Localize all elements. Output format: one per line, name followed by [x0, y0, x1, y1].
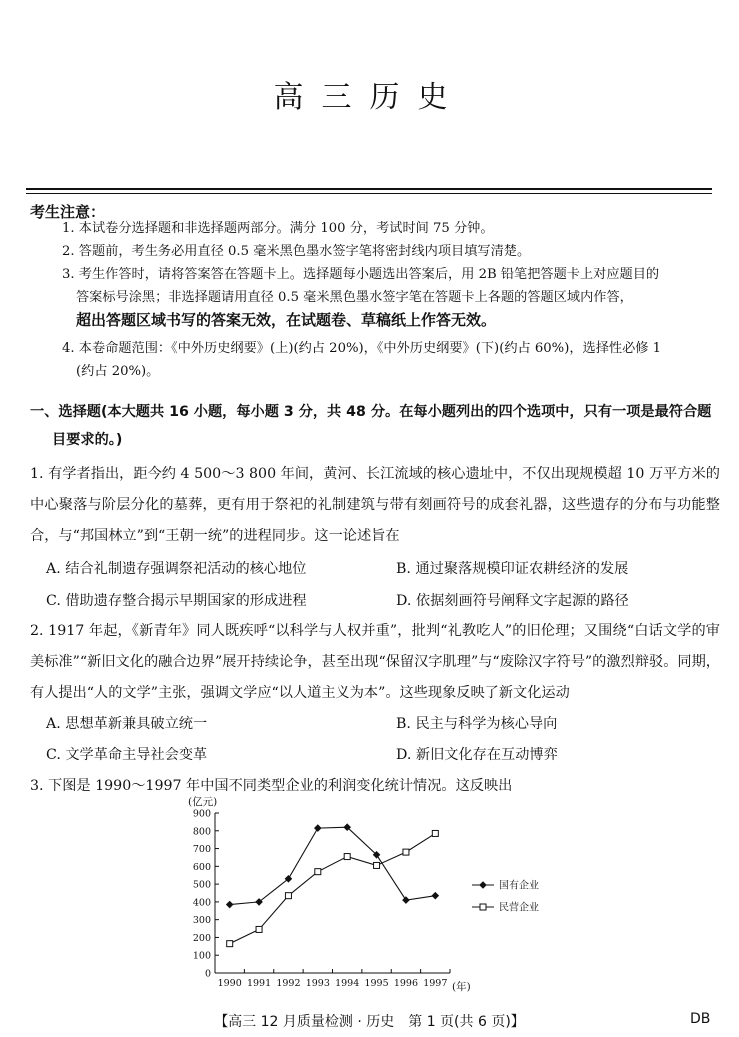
question-2-option-c: C. 文学革命主导社会变革: [46, 747, 208, 763]
chart-legend-label-1: 国有企业: [499, 880, 539, 892]
chart-x-tick-label: 1997: [423, 978, 448, 989]
chart-x-tick-label: 1991: [246, 978, 272, 989]
header-rule-thick: [26, 188, 712, 190]
chart-point-state: [432, 892, 440, 900]
chart-legend-marker-state: [479, 881, 487, 889]
notice-item-3-emphasis: 超出答题区域书写的答案无效，在试题卷、草稿纸上作答无效。: [76, 311, 497, 329]
question-2-option-a: A. 思想革新兼具破立统一: [46, 716, 208, 732]
chart-point-private: [227, 941, 233, 947]
section-heading: 一、选择题(本大题共 16 小题，每小题 3 分，共 48 分。在每小题列出的四个选项中，只有一项是最符合题: [30, 404, 712, 420]
chart-point-private: [432, 830, 438, 836]
notice-item-4: 4. 本卷命题范围：《中外历史纲要》(上)(约占 20%)，《中外历史纲要》(下)(约占 60%)，选择性必修 1: [62, 341, 662, 356]
page-title: 高三历史: [273, 80, 466, 115]
chart-legend-marker-private: [480, 904, 486, 910]
notice-item-3-cont: 答案标号涂黑；非选择题请用直径 0.5 毫米黑色墨水签字笔在答题卡上各题的答题区域内作答，: [76, 290, 633, 305]
chart-y-tick-label: 400: [192, 897, 211, 909]
chart-y-tick-label: 700: [192, 844, 211, 856]
chart-x-tick-label: 1995: [364, 978, 389, 989]
chart-y-tick-label: 300: [192, 915, 211, 927]
chart-y-tick-label: 200: [192, 932, 211, 944]
notice-item-3: 3. 考生作答时，请将答案答在答题卡上。选择题每小题选出答案后，用 2B 铅笔把答题卡上对应题目的: [62, 267, 660, 282]
question-2-option-b: B. 民主与科学为核心导向: [396, 716, 558, 732]
chart-y-tick-label: 0: [204, 968, 211, 980]
chart-x-tick-label: 1992: [276, 978, 301, 989]
question-2-option-d: D. 新旧文化存在互动博弈: [396, 747, 558, 763]
question-1-option-d: D. 依据刻画符号阐释文字起源的路径: [396, 593, 629, 609]
chart-y-tick-label: 100: [192, 950, 211, 962]
corner-code: DB: [690, 1011, 711, 1027]
notice-heading: 考生注意：: [30, 203, 106, 221]
chart-x-tick-label: 1993: [305, 978, 330, 989]
chart-point-private: [315, 869, 321, 875]
profit-line-chart: [180, 793, 570, 998]
chart-y-tick-label: 500: [192, 879, 211, 891]
chart-series-line-1: [230, 827, 436, 904]
question-1-option-c: C. 借助遗存整合揭示早期国家的形成进程: [46, 593, 307, 609]
chart-point-state: [402, 896, 410, 904]
notice-item-2: 2. 答题前，考生务必用直径 0.5 毫米黑色墨水签字笔将密封线内项目填写清楚。: [62, 244, 531, 259]
chart-point-private: [285, 893, 291, 899]
chart-point-private: [403, 849, 409, 855]
header-rule-thin: [26, 193, 712, 194]
chart-point-private: [344, 854, 350, 860]
section-heading-cont: 目要求的。): [52, 432, 123, 448]
question-1-option-a: A. 结合礼制遗存强调祭祀活动的核心地位: [46, 561, 307, 577]
chart-x-tick-label: 1996: [393, 978, 419, 989]
chart-x-tick-label: 1990: [217, 978, 242, 989]
chart-point-private: [374, 862, 380, 868]
page-footer: 【高三 12 月质量检测 · 历史 第 1 页(共 6 页)】: [214, 1014, 525, 1030]
question-1-option-b: B. 通过聚落规模印证农耕经济的发展: [396, 561, 629, 577]
chart-x-axis-label: (年): [452, 981, 471, 993]
chart-y-tick-label: 600: [192, 861, 211, 873]
chart-y-axis-label: (亿元): [188, 796, 218, 808]
chart-point-state: [226, 901, 234, 909]
chart-legend-label-2: 民营企业: [499, 902, 539, 914]
chart-point-private: [256, 926, 262, 932]
chart-point-state: [314, 824, 322, 832]
question-1-stem: 1. 有学者指出，距今约 4 500～3 800 年间，黄河、长江流域的核心遗址中，不仅出现规模超 10 万平方米的中心聚落与阶层分化的墓葬，更有用于祭祀的礼制建筑与带有刻画符号的成套礼器，这些遗存的分布与功能整合，与“邦国林立”到“王朝一统”的进程同步。这一论述旨在: [30, 466, 720, 544]
chart-y-tick-label: 900: [192, 808, 211, 820]
question-3-stem: 3. 下图是 1990～1997 年中国不同类型企业的利润变化统计情况。这反映出: [30, 778, 513, 794]
chart-y-tick-label: 800: [192, 826, 211, 838]
notice-item-4-cont: (约占 20%)。: [76, 364, 160, 379]
chart-x-tick-label: 1994: [335, 978, 360, 989]
question-2-stem: 2. 1917 年起，《新青年》同人既疾呼“以科学与人权并重”，批判“礼教吃人”的旧伦理；又围绕“白话文学的审美标准”“新旧文化的融合边界”展开持续论争，甚至出现“保留汉字肌理”与“废除汉字符号”的激烈辩驳。同期，有人提出“人的文学”主张，强调文学应“以人道主义为本”。这些现象反映了新文化运动: [30, 623, 720, 701]
notice-item-1: 1. 本试卷分选择题和非选择题两部分。满分 100 分，考试时间 75 分钟。: [62, 221, 494, 236]
